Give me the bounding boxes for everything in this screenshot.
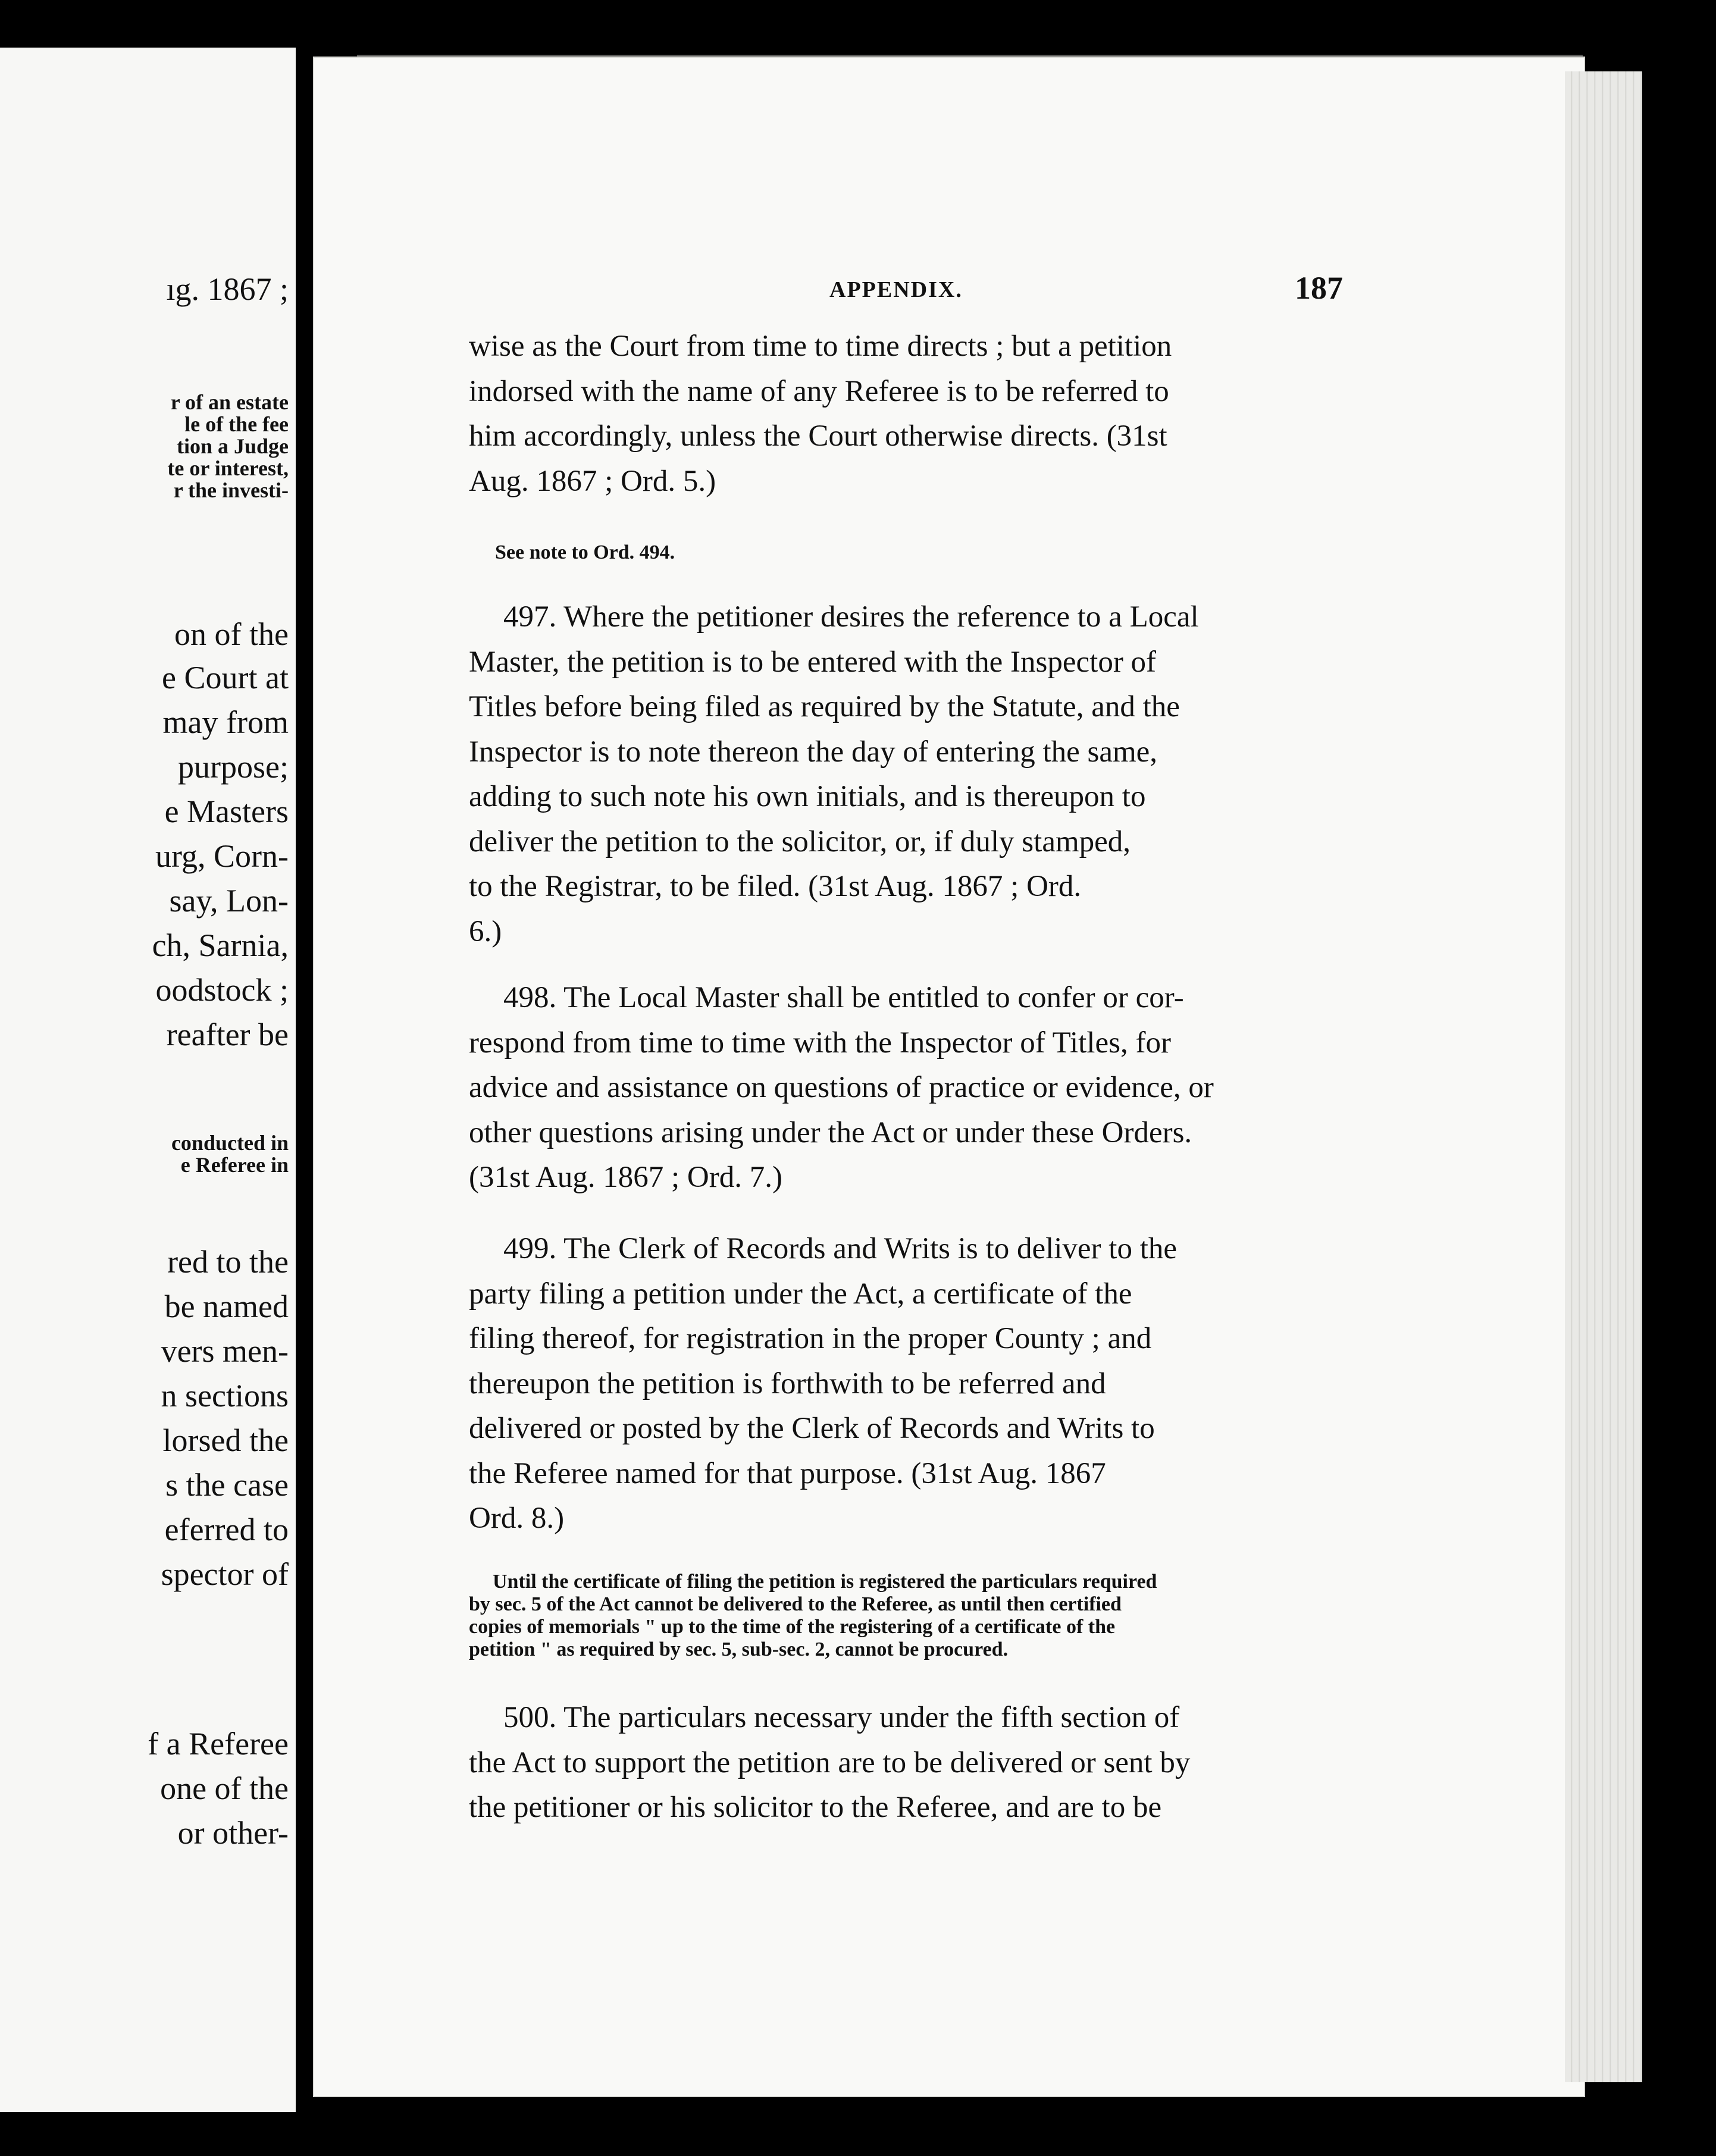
paragraph-continuation: [469, 324, 1172, 504]
text-line: the Act to support the petition are to be delivered or sent by: [469, 1746, 1191, 1779]
text-line: to the Registrar, to be filed. (31st Aug. 1867 ; Ord.: [469, 870, 1082, 903]
left-page-line: on of the: [174, 616, 289, 652]
text-line: the petitioner or his solicitor to the Referee, and are to be: [469, 1791, 1162, 1824]
text-line: (31st Aug. 1867 ; Ord. 7.): [469, 1161, 782, 1194]
page-header: [313, 270, 1585, 318]
text-line: the Referee named for that purpose. (31st Aug. 1867: [469, 1456, 1106, 1490]
note-line: petition " as required by sec. 5, sub-sec. 2, cannot be procured.: [469, 1638, 1009, 1660]
left-page-line: oodstock ;: [155, 972, 289, 1008]
left-page-line: purpose;: [178, 749, 289, 785]
text-line: Inspector is to note thereon the day of entering the same,: [469, 735, 1158, 769]
paragraph-ord-498: [469, 976, 1214, 1201]
left-page-line: s the case: [165, 1467, 289, 1503]
note-certificate-of-filing: [469, 1571, 1157, 1661]
left-page-line: tion a Judge: [176, 434, 289, 458]
left-page-line: urg, Corn-: [155, 838, 289, 874]
left-page-line: ch, Sarnia,: [152, 927, 289, 963]
text-line: adding to such note his own initials, and is thereupon to: [469, 780, 1146, 813]
note-line: by sec. 5 of the Act cannot be delivered to the Referee, as until then certified: [469, 1593, 1122, 1615]
left-page-line: may from: [162, 704, 289, 740]
text-line: respond from time to time with the Inspector of Titles, for: [469, 1026, 1171, 1060]
page-number: 187: [1295, 270, 1343, 306]
left-page-line: say, Lon-: [169, 883, 289, 919]
paragraph-ord-500: [469, 1696, 1191, 1831]
text-line: Titles before being filed as required by the Statute, and the: [469, 690, 1180, 723]
note-line: See note to Ord. 494.: [495, 541, 675, 563]
left-page-line: e Court at: [162, 660, 289, 695]
text-line: Ord. 8.): [469, 1502, 565, 1535]
left-page-line: f a Referee: [148, 1726, 289, 1762]
text-line: 500. The particulars necessary under the fifth section of: [503, 1701, 1180, 1734]
text-line: 499. The Clerk of Records and Writs is to deliver to the: [503, 1232, 1178, 1265]
text-line: party filing a petition under the Act, a certificate of the: [469, 1277, 1132, 1311]
paragraph-ord-499: [469, 1227, 1178, 1541]
paragraph-ord-497: [469, 595, 1199, 954]
note-line: Until the certificate of filing the petition is registered the particulars required: [493, 1571, 1157, 1593]
right-page: [313, 57, 1585, 2097]
text-line: him accordingly, unless the Court otherwise directs. (31st: [469, 419, 1167, 453]
text-line: 498. The Local Master shall be entitled to confer or cor-: [503, 981, 1184, 1014]
text-line: indorsed with the name of any Referee is to be referred to: [469, 374, 1169, 408]
left-page-line: ıg. 1867 ;: [166, 271, 289, 307]
left-page-line: e Masters: [164, 794, 289, 829]
left-page-line: spector of: [161, 1556, 289, 1592]
book-gutter: [296, 36, 313, 2118]
text-line: Aug. 1867 ; Ord. 5.): [469, 464, 716, 498]
text-line: deliver the petition to the solicitor, or, if duly stamped,: [469, 825, 1131, 858]
left-page-line: lorsed the: [162, 1422, 289, 1458]
stacked-page-edges: [1565, 71, 1642, 2082]
left-page-line: r of an estate: [170, 390, 289, 414]
text-line: 497. Where the petitioner desires the reference to a Local: [503, 600, 1199, 634]
left-page-line: eferred to: [164, 1512, 289, 1547]
left-page-line: red to the: [167, 1244, 289, 1280]
text-line: 6.): [469, 914, 502, 948]
note-line: copies of memorials " up to the time of the registering of a certificate of the: [469, 1616, 1116, 1638]
left-page-line: be named: [164, 1289, 289, 1324]
text-line: wise as the Court from time to time directs ; but a petition: [469, 330, 1172, 363]
text-line: filing thereof, for registration in the proper County ; and: [469, 1322, 1152, 1355]
text-line: Master, the petition is to be entered with the Inspector of: [469, 645, 1157, 679]
running-head: APPENDIX.: [829, 277, 963, 302]
text-line: delivered or posted by the Clerk of Records and Writs to: [469, 1412, 1155, 1445]
left-page-line: e Referee in: [180, 1153, 289, 1177]
left-page-line: r the investi-: [173, 478, 289, 502]
left-page-line: n sections: [161, 1378, 289, 1414]
left-page-line: one of the: [160, 1770, 289, 1806]
left-page-line: vers men-: [161, 1333, 289, 1369]
text-line: thereupon the petition is forthwith to be referred and: [469, 1367, 1106, 1400]
note-see-494: [495, 541, 1090, 564]
left-page-line: reafter be: [166, 1017, 289, 1052]
left-facing-page: [0, 48, 296, 2112]
text-line: advice and assistance on questions of practice or evidence, or: [469, 1071, 1214, 1104]
left-page-line: conducted in: [171, 1131, 289, 1155]
left-page-line: or other-: [177, 1815, 289, 1851]
left-page-line: le of the fee: [184, 412, 289, 436]
left-page-line: te or interest,: [167, 456, 289, 480]
text-line: other questions arising under the Act or under these Orders.: [469, 1115, 1192, 1149]
